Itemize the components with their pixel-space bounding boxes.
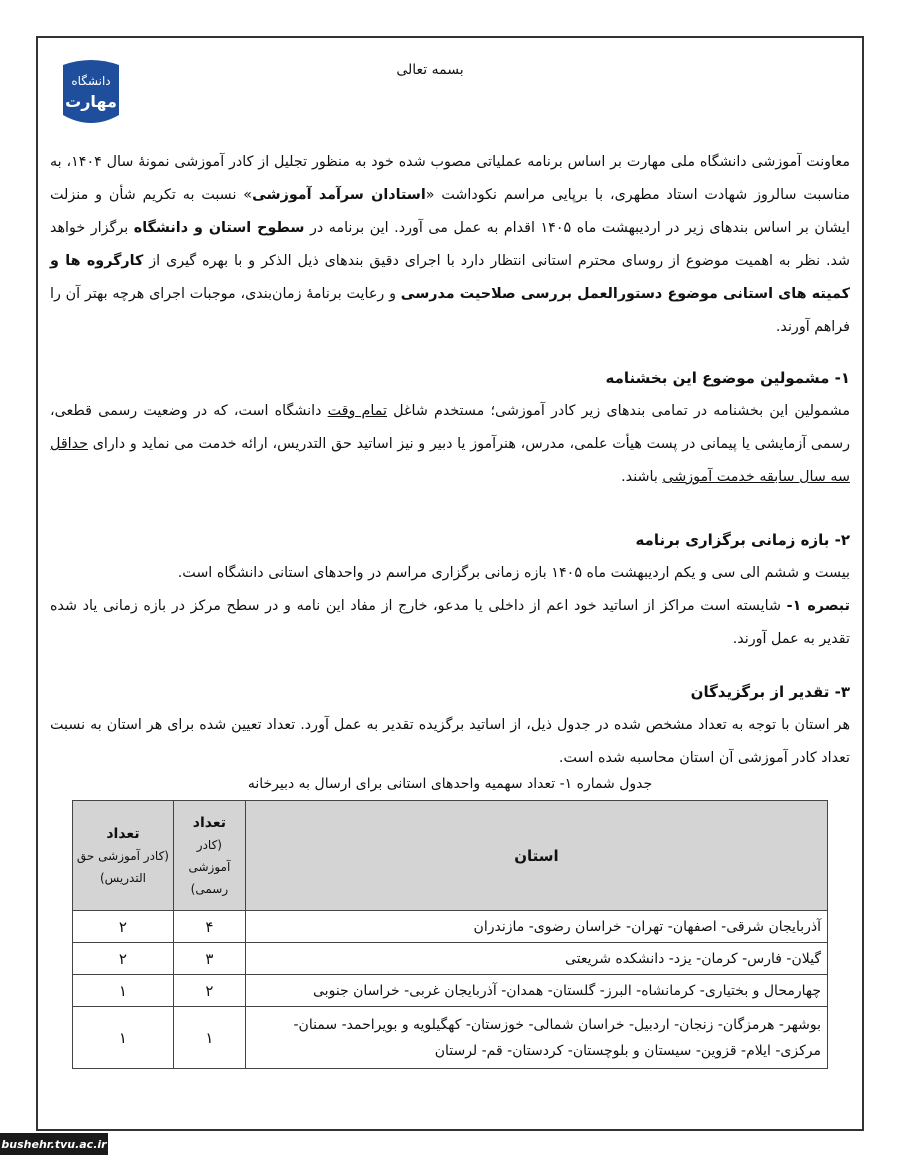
section-3-title: ۳- تقدیر از برگزیدگان xyxy=(690,683,850,701)
section-2-note xyxy=(50,590,850,656)
site-url-badge[interactable]: bushehr.tvu.ac.ir xyxy=(0,1133,108,1155)
section-2-title: ۲- بازه زمانی برگزاری برنامه xyxy=(635,531,850,549)
intro-paragraph xyxy=(50,146,850,344)
header-adjunct-rest: (کادر آموزشی حق التدریس) xyxy=(76,848,169,885)
row-provinces: گیلان- فارس- کرمان- یزد- دانشکده شریعتی xyxy=(245,943,827,975)
university-logo xyxy=(55,55,127,131)
intro-text-4: و رعایت برنامۀ زمان‌بندی، موجبات اجرای هرچه بهتر آن را فراهم آورند. xyxy=(50,286,850,335)
row-provinces: چهارمحال و بختیاری- کرمانشاه- البرز- گلستان- همدان- آذربایجان غربی- خراسان جنوبی xyxy=(245,975,827,1007)
intro-text-2: » نسبت به تکریم شأن و منزلت ایشان بر اساس بندهای زیر در اردیبهشت ماه ۱۴۰۵ اقدام به عمل می آورد. این برنامه در xyxy=(50,187,850,236)
intro-bold-3: کارگروه ها و کمیته های استانی موضوع دستورالعمل بررسی صلاحیت مدرسی xyxy=(50,253,850,302)
section-1-body xyxy=(50,395,850,494)
row-adjunct: ۲ xyxy=(73,943,174,975)
note-body: شایسته است مراکز از اساتید خود اعم از داخلی یا مدعو، خارج از مفاد این نامه و در سطح مرکز در بازه زمانی یاد شده تقدیر به عمل آورند. xyxy=(50,598,850,647)
row-provinces: آذربایجان شرقی- اصفهان- تهران- خراسان رضوی- مازندران xyxy=(245,911,827,943)
intro-bold-2: سطوح استان و دانشگاه xyxy=(133,220,305,236)
intro-text-3: برگزار خواهد شد. نظر به اهمیت موضوع از روسای محترم استانی انتظار دارد با اجرای دقیق بندهای ذیل الذکر و با بهره گیری از xyxy=(50,220,850,269)
basmala: بسمه تعالی xyxy=(396,62,464,78)
row-adjunct: ۱ xyxy=(73,1007,174,1069)
header-adjunct-count xyxy=(73,801,174,911)
table-row xyxy=(73,911,828,943)
header-official-rest: (کادر آموزشی رسمی) xyxy=(188,837,231,896)
row-provinces: بوشهر- هرمزگان- زنجان- اردبیل- خراسان شمالی- خوزستان- کهگیلویه و بویراحمد- سمنان- مرکزی- ایلام- قزوین- سیستان و بلوچستان- کردستان- قم- لرستان xyxy=(245,1007,827,1069)
section-1-title: ۱- مشمولین موضوع این بخشنامه xyxy=(605,369,850,387)
section-1-underline-2: حداقل سه سال سابقه خدمت آموزشی xyxy=(50,436,850,485)
section-1-text-3: باشند. xyxy=(621,469,663,485)
row-adjunct: ۱ xyxy=(73,975,174,1007)
header-adjunct-bold: تعداد xyxy=(106,825,140,842)
row-official: ۱ xyxy=(173,1007,245,1069)
logo-text-main: مهارت xyxy=(65,92,117,111)
row-adjunct: ۲ xyxy=(73,911,174,943)
section-1-text-1: مشمولین این بخشنامه در تمامی بندهای زیر کادر آموزشی؛ مستخدم شاغل xyxy=(387,403,850,419)
quota-table xyxy=(72,800,828,1069)
row-official: ۴ xyxy=(173,911,245,943)
table-caption: جدول شماره ۱- تعداد سهمیه واحدهای استانی برای ارسال به دبیرخانه xyxy=(247,776,653,792)
intro-bold-1: استادان سرآمد آموزشی xyxy=(252,187,426,203)
section-1-text-2: دانشگاه است، که در وضعیت رسمی قطعی، رسمی آزمایشی یا پیمانی در پست هیأت علمی، مدرس، هنرآموز یا دبیر و نیز اساتید حق التدریس، ارائه خدمت می نماید و دارای xyxy=(50,403,850,452)
table-row xyxy=(73,943,828,975)
note-label: تبصره ۱- xyxy=(786,598,850,614)
header-province: استان xyxy=(245,801,827,911)
table-row xyxy=(73,975,828,1007)
row-official: ۳ xyxy=(173,943,245,975)
logo-text-top: دانشگاه xyxy=(71,74,111,88)
header-official-bold: تعداد xyxy=(192,814,227,831)
section-2-body: بیست و ششم الی سی و یکم اردیبهشت ماه ۱۴۰۵ بازه زمانی برگزاری مراسم در واحدهای استانی دانشگاه است. xyxy=(177,565,850,581)
table-header-row xyxy=(73,801,828,911)
letter-body xyxy=(50,146,850,775)
section-3-body: هر استان با توجه به تعداد مشخص شده در جدول ذیل، از اساتید برگزیده تقدیر به عمل آورد. تعداد تعیین شده برای هر استان به نسبت تعداد کادر آموزشی آن استان محاسبه شده است. xyxy=(50,717,850,766)
table-row xyxy=(73,1007,828,1069)
intro-text-1: معاونت آموزشی دانشگاه ملی مهارت بر اساس برنامه عملیاتی مصوب شده خود به منظور تجلیل از کادر آموزشی نمونۀ سال ۱۴۰۴، به مناسبت سالروز شهادت استاد مطهری، با برپایی مراسم نکوداشت « xyxy=(50,154,851,203)
section-1-underline-1: تمام وقت xyxy=(327,403,388,419)
header-official-count xyxy=(173,801,245,911)
row-official: ۲ xyxy=(173,975,245,1007)
